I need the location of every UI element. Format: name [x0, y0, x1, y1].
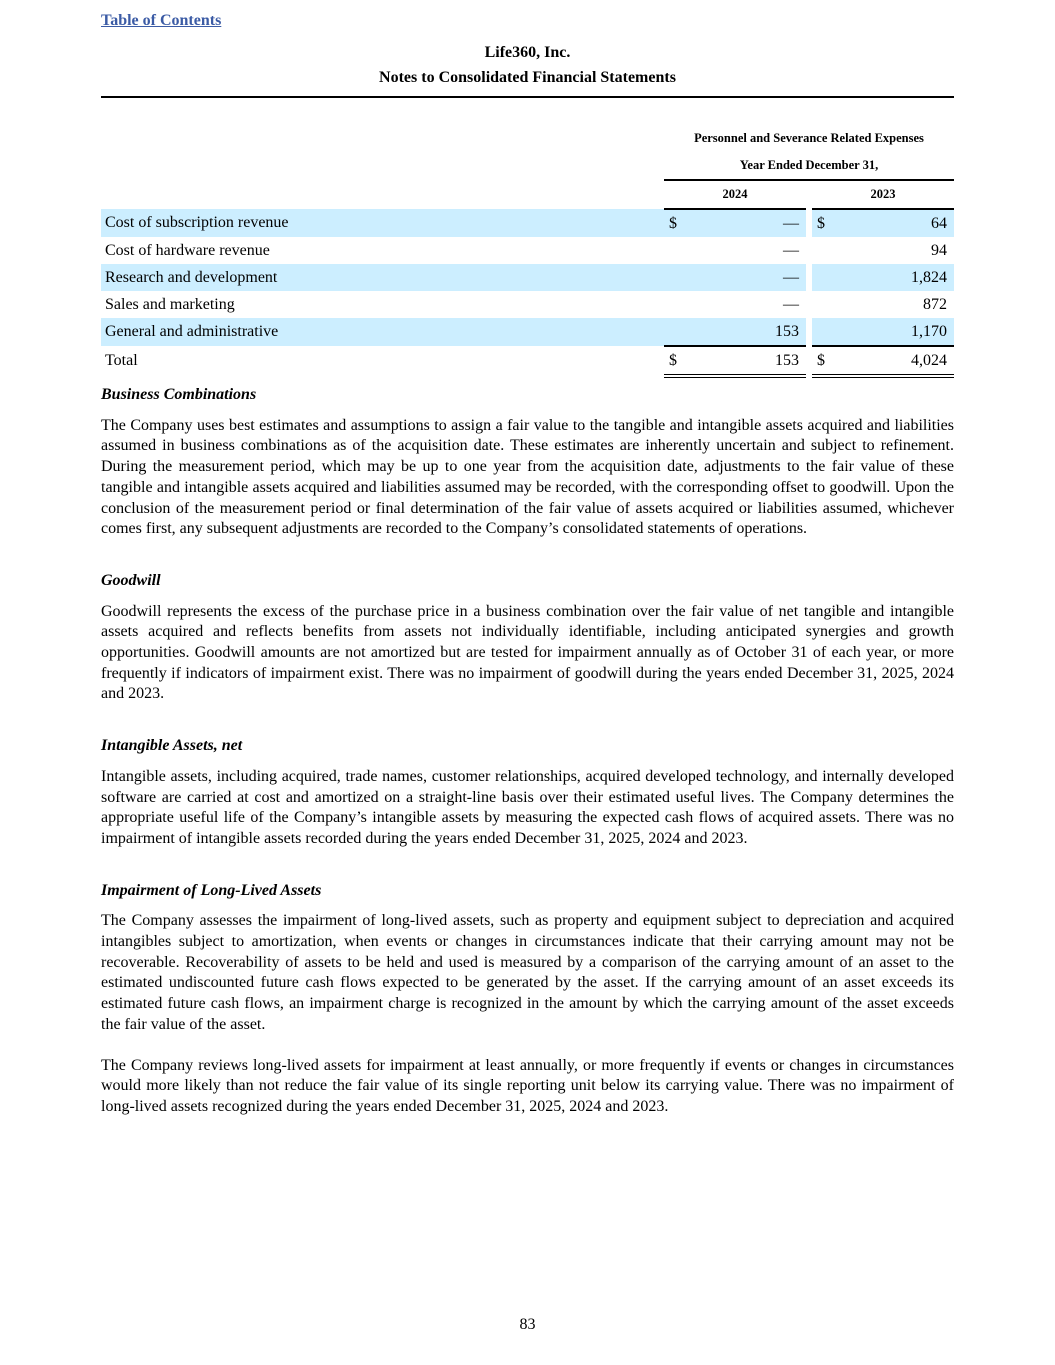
notes-body [101, 385, 954, 1149]
value-2023: 1,824 [837, 264, 954, 291]
currency-2023 [812, 291, 837, 318]
row-label: Cost of subscription revenue [101, 209, 664, 237]
value-2023: 1,170 [837, 318, 954, 346]
row-label: Research and development [101, 264, 664, 291]
currency-2023 [812, 318, 837, 346]
section-heading: Business Combinations [101, 386, 257, 403]
section-paragraph: The Company reviews long-lived assets for impairment at least annually, or more frequently if events or changes in circumstances would more likely than not reduce the fair value of its single reporting unit below its carrying value. There was no impairment of long-lived assets recognized during the years ended December 31, 2025, 2024 and 2023. [101, 1056, 954, 1115]
currency-2024 [664, 291, 689, 318]
currency-2023: $ [812, 346, 837, 376]
table-row [101, 237, 954, 264]
value-2024: 153 [689, 346, 806, 376]
section-paragraph: Intangible assets, including acquired, trade names, customer relationships, acquired developed technology, and internally developed software are carried at cost and amortized on a straight-line basis over their estimated useful lives. The Company determines the appropriate useful life of the Company’s intangible assets by measuring the expected cash flows of acquired assets. There was no impairment of intangible assets recorded during the years ended December 31, 2025, 2024 and 2023. [101, 767, 954, 847]
value-2024: 153 [689, 318, 806, 346]
row-label: Sales and marketing [105, 295, 235, 313]
section-paragraph: The Company uses best estimates and assumptions to assign a fair value to the tangible and intangible assets acquired and liabilities assumed in business combinations as of the acquisition date. These estimates are inherently uncertain and subject to refinement. During the measurement period, which may be up to one year from the acquisition date, adjustments to the fair value of these tangible and intangible assets acquired and liabilities assumed may be recorded, with the corresponding offset to goodwill. Upon the conclusion of the measurement period or final determination of the fair value of assets acquired or liabilities assumed, whichever comes first, any subsequent adjustments are recorded to the Company’s consolidated statements of operations. [101, 416, 954, 538]
group-header: Personnel and Severance Related Expenses [694, 131, 924, 145]
severance-expenses-table [101, 125, 954, 378]
value-2023: 94 [931, 241, 947, 259]
currency-2023 [812, 237, 837, 264]
currency-2024 [664, 318, 689, 346]
table-row [101, 291, 954, 318]
section-paragraph: Goodwill represents the excess of the purchase price in a business combination over the fair value of net tangible and intangible assets acquired and reflects benefits from assets not individually identifiable, including anticipated synergies and growth opportunities. Goodwill amounts are not amortized but are tested for impairment annually as of October 31 of each year, or more frequently if indicators of impairment exist. There was no impairment of goodwill during the years ended December 31, 2025, 2024 and 2023. [101, 602, 954, 703]
section-paragraph: The Company assesses the impairment of long-lived assets, such as property and equipment subject to depreciation and acquired intangibles subject to amortization, when events or changes in circumstances indicate that their carrying amount may not be recoverable. Recoverability of assets to be held and used is measured by a comparison of the carrying amount of an asset to the estimated undiscounted future cash flows expected to be generated by the asset. If the carrying amount of an asset exceeds its estimated future cash flows, an impairment charge is recognized in the amount by which the carrying amount of the asset exceeds the fair value of the asset. [101, 912, 954, 1033]
currency-2024 [664, 237, 689, 264]
currency-2024: $ [664, 209, 689, 237]
value-2024: — [689, 264, 806, 291]
table-row [101, 346, 954, 376]
currency-2024 [664, 264, 689, 291]
currency-2023: $ [812, 209, 837, 237]
section-heading: Goodwill [101, 571, 161, 589]
row-label: Cost of hardware revenue [105, 241, 270, 259]
value-2024: — [689, 209, 806, 237]
page-title: Notes to Consolidated Financial Statements [379, 69, 676, 86]
row-label: General and administrative [101, 318, 664, 346]
value-2023: 64 [837, 209, 954, 237]
value-2023: 4,024 [837, 346, 954, 376]
year-header-2024: 2024 [664, 180, 806, 209]
header-divider [101, 96, 954, 98]
value-2024: — [783, 295, 799, 313]
currency-2024: $ [664, 346, 689, 376]
row-label: Total [105, 352, 138, 369]
table-row [101, 318, 954, 346]
period-header: Year Ended December 31, [664, 152, 954, 180]
section-heading: Intangible Assets, net [101, 737, 243, 755]
table-row [101, 209, 954, 237]
table-of-contents-link[interactable]: Table of Contents [101, 12, 222, 29]
year-header-2023: 2023 [812, 180, 954, 209]
page-number: 83 [519, 1316, 536, 1333]
table-row [101, 264, 954, 291]
value-2023: 872 [923, 295, 947, 313]
company-name: Life360, Inc. [484, 44, 571, 61]
currency-2023 [812, 264, 837, 291]
section-heading: Impairment of Long-Lived Assets [101, 881, 322, 899]
value-2024: — [783, 241, 799, 259]
